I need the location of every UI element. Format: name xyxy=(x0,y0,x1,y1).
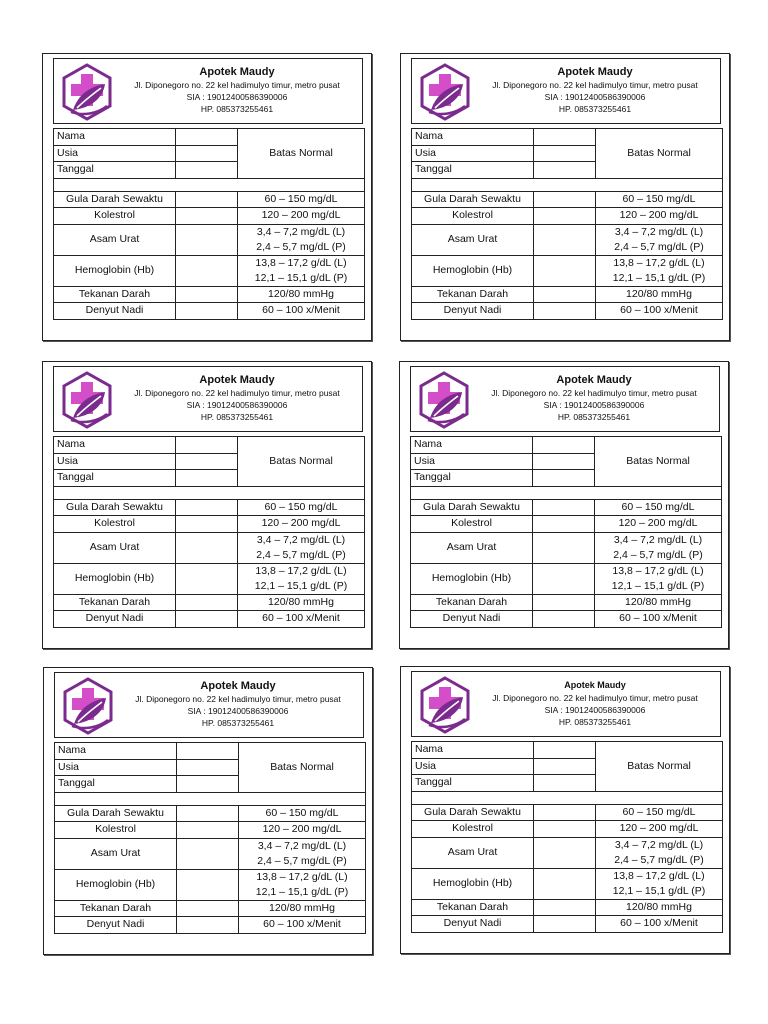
test-normal-range xyxy=(596,208,723,225)
range-line: 120 – 200 mg/dL xyxy=(261,517,341,530)
tanggal-field[interactable] xyxy=(534,775,596,792)
tanggal-field[interactable] xyxy=(534,162,596,179)
batas-normal-header: Batas Normal xyxy=(238,437,365,487)
test-result-field[interactable] xyxy=(534,804,596,821)
pharmacy-phone: HP. 085373255461 xyxy=(200,104,274,114)
test-result-field[interactable] xyxy=(533,499,595,516)
tanggal-field[interactable] xyxy=(176,162,238,179)
test-row xyxy=(412,255,723,286)
tanggal-field[interactable] xyxy=(533,470,595,487)
range-line: 120/80 mmHg xyxy=(269,901,335,914)
test-name: Asam Urat xyxy=(412,837,534,868)
test-row xyxy=(412,191,723,208)
test-name: Kolestrol xyxy=(54,208,176,225)
test-result-field[interactable] xyxy=(177,805,239,822)
test-name: Asam Urat xyxy=(412,224,534,255)
nama-row xyxy=(412,742,723,759)
test-row xyxy=(55,838,366,869)
tanggal-label: Tanggal xyxy=(54,470,176,487)
test-row xyxy=(54,191,365,208)
test-result-field[interactable] xyxy=(534,303,596,320)
pharmacy-name: Apotek Maudy xyxy=(564,680,626,690)
range-line: 13,8 – 17,2 g/dL (L) xyxy=(613,256,705,269)
test-normal-range xyxy=(239,838,366,869)
test-row xyxy=(55,917,366,934)
nama-label: Nama xyxy=(412,129,534,146)
pharmacy-sia: SIA : 19012400586390006 xyxy=(544,92,646,102)
test-row xyxy=(54,516,365,533)
health-check-table xyxy=(410,436,722,628)
test-normal-range xyxy=(595,594,722,611)
test-row xyxy=(54,532,365,563)
test-row xyxy=(54,224,365,255)
test-normal-range xyxy=(238,224,365,255)
test-result-field[interactable] xyxy=(177,900,239,917)
range-line: 60 – 150 mg/dL xyxy=(621,500,695,513)
range-line: 13,8 – 17,2 g/dL (L) xyxy=(255,256,347,269)
test-name: Denyut Nadi xyxy=(55,917,177,934)
pharmacy-name: Apotek Maudy xyxy=(199,374,275,386)
batas-normal-header: Batas Normal xyxy=(596,129,723,179)
range-line: 12,1 – 15,1 g/dL (P) xyxy=(611,579,705,592)
test-row xyxy=(411,563,722,594)
pharmacy-address: Jl. Diponegoro no. 22 kel hadimulyo timur, metro pusat xyxy=(135,694,341,704)
test-normal-range xyxy=(596,899,723,916)
test-result-field[interactable] xyxy=(534,224,596,255)
range-line: 2,4 – 5,7 mg/dL (P) xyxy=(257,854,347,867)
test-name: Kolestrol xyxy=(412,208,534,225)
range-line: 3,4 – 7,2 mg/dL (L) xyxy=(256,225,346,238)
test-result-field[interactable] xyxy=(534,868,596,899)
pharmacy-header xyxy=(54,672,364,738)
nama-label: Nama xyxy=(54,129,176,146)
usia-field[interactable] xyxy=(534,758,596,775)
range-line: 12,1 – 15,1 g/dL (P) xyxy=(612,271,706,284)
nama-label: Nama xyxy=(412,742,534,759)
pharmacy-name: Apotek Maudy xyxy=(200,680,276,692)
test-name: Denyut Nadi xyxy=(412,303,534,320)
nama-field[interactable] xyxy=(533,437,595,454)
range-line: 3,4 – 7,2 mg/dL (L) xyxy=(257,839,347,852)
test-normal-range xyxy=(595,611,722,628)
test-normal-range xyxy=(239,822,366,839)
test-row xyxy=(55,869,366,900)
usia-field[interactable] xyxy=(177,759,239,776)
nama-field[interactable] xyxy=(176,437,238,454)
range-line: 120/80 mmHg xyxy=(626,287,692,300)
spacer-row xyxy=(412,791,723,804)
range-line: 120 – 200 mg/dL xyxy=(619,209,699,222)
spacer-row xyxy=(54,178,365,191)
test-name: Tekanan Darah xyxy=(54,286,176,303)
tanggal-field[interactable] xyxy=(176,470,238,487)
nama-row xyxy=(54,437,365,454)
test-name: Gula Darah Sewaktu xyxy=(412,804,534,821)
nama-row xyxy=(55,743,366,760)
batas-normal-header: Batas Normal xyxy=(239,743,366,793)
test-result-field[interactable] xyxy=(176,208,238,225)
test-name: Denyut Nadi xyxy=(54,303,176,320)
test-result-field[interactable] xyxy=(177,917,239,934)
range-line: 2,4 – 5,7 mg/dL (P) xyxy=(614,240,704,253)
test-normal-range xyxy=(238,594,365,611)
test-result-field[interactable] xyxy=(176,516,238,533)
tanggal-label: Tanggal xyxy=(54,162,176,179)
test-result-field[interactable] xyxy=(534,208,596,225)
range-line: 60 – 100 x/Menit xyxy=(620,917,698,930)
nama-row xyxy=(412,129,723,146)
test-row xyxy=(54,286,365,303)
pharmacy-logo-icon xyxy=(57,370,117,430)
tanggal-label: Tanggal xyxy=(412,162,534,179)
test-name: Denyut Nadi xyxy=(412,916,534,933)
tanggal-label: Tanggal xyxy=(411,470,533,487)
range-line: 120 – 200 mg/dL xyxy=(262,823,342,836)
test-row xyxy=(54,499,365,516)
health-card xyxy=(42,361,372,649)
test-result-field[interactable] xyxy=(176,255,238,286)
pharmacy-sia: SIA : 19012400586390006 xyxy=(186,92,288,102)
test-result-field[interactable] xyxy=(177,869,239,900)
range-line: 13,8 – 17,2 g/dL (L) xyxy=(256,870,348,883)
test-normal-range xyxy=(596,868,723,899)
nama-row xyxy=(411,437,722,454)
usia-field[interactable] xyxy=(176,453,238,470)
health-card xyxy=(400,666,730,954)
test-name: Kolestrol xyxy=(55,822,177,839)
pharmacy-header xyxy=(53,366,363,432)
tanggal-label: Tanggal xyxy=(412,775,534,792)
pharmacy-address: Jl. Diponegoro no. 22 kel hadimulyo timur, metro pusat xyxy=(492,80,698,90)
range-line: 2,4 – 5,7 mg/dL (P) xyxy=(613,548,703,561)
test-row xyxy=(412,837,723,868)
test-name: Tekanan Darah xyxy=(412,899,534,916)
test-name: Hemoglobin (Hb) xyxy=(54,255,176,286)
usia-field[interactable] xyxy=(533,453,595,470)
nama-field[interactable] xyxy=(534,742,596,759)
spacer-row xyxy=(412,178,723,191)
pharmacy-sia: SIA : 19012400586390006 xyxy=(187,706,289,716)
test-result-field[interactable] xyxy=(534,286,596,303)
health-check-table xyxy=(411,741,723,933)
test-result-field[interactable] xyxy=(533,532,595,563)
test-row xyxy=(54,611,365,628)
range-line: 60 – 100 x/Menit xyxy=(620,304,698,317)
range-line: 120 – 200 mg/dL xyxy=(619,822,699,835)
range-line: 12,1 – 15,1 g/dL (P) xyxy=(612,884,706,897)
test-normal-range xyxy=(238,303,365,320)
test-result-field[interactable] xyxy=(176,303,238,320)
nama-label: Nama xyxy=(411,437,533,454)
health-card xyxy=(400,53,730,341)
range-line: 60 – 100 x/Menit xyxy=(619,612,697,625)
pharmacy-name: Apotek Maudy xyxy=(199,66,275,78)
range-line: 60 – 100 x/Menit xyxy=(263,918,341,931)
pharmacy-logo-icon xyxy=(414,370,474,430)
pharmacy-sia: SIA : 19012400586390006 xyxy=(186,400,288,410)
test-row xyxy=(412,303,723,320)
spacer-row xyxy=(411,486,722,499)
test-result-field[interactable] xyxy=(176,532,238,563)
batas-normal-header: Batas Normal xyxy=(595,437,722,487)
health-card xyxy=(43,667,373,955)
test-normal-range xyxy=(238,563,365,594)
test-row xyxy=(54,208,365,225)
test-name: Asam Urat xyxy=(54,532,176,563)
range-line: 12,1 – 15,1 g/dL (P) xyxy=(254,579,348,592)
range-line: 2,4 – 5,7 mg/dL (P) xyxy=(256,240,346,253)
test-row xyxy=(412,286,723,303)
health-check-table xyxy=(54,742,366,934)
test-result-field[interactable] xyxy=(176,191,238,208)
range-line: 60 – 150 mg/dL xyxy=(265,806,339,819)
pharmacy-logo-icon xyxy=(415,62,475,122)
test-normal-range xyxy=(595,516,722,533)
test-result-field[interactable] xyxy=(176,611,238,628)
health-check-table xyxy=(411,128,723,320)
test-name: Tekanan Darah xyxy=(54,594,176,611)
test-row xyxy=(55,822,366,839)
range-line: 13,8 – 17,2 g/dL (L) xyxy=(612,564,704,577)
pharmacy-header xyxy=(411,671,721,737)
test-row xyxy=(412,916,723,933)
range-line: 120/80 mmHg xyxy=(268,595,334,608)
test-row xyxy=(412,868,723,899)
test-result-field[interactable] xyxy=(176,286,238,303)
pharmacy-address: Jl. Diponegoro no. 22 kel hadimulyo timur, metro pusat xyxy=(492,693,698,703)
pharmacy-phone: HP. 085373255461 xyxy=(558,717,632,727)
test-name: Denyut Nadi xyxy=(411,611,533,628)
test-name: Gula Darah Sewaktu xyxy=(412,191,534,208)
test-row xyxy=(412,224,723,255)
range-line: 12,1 – 15,1 g/dL (P) xyxy=(255,885,349,898)
test-name: Kolestrol xyxy=(54,516,176,533)
nama-label: Nama xyxy=(55,743,177,760)
pharmacy-phone: HP. 085373255461 xyxy=(201,718,275,728)
range-line: 120/80 mmHg xyxy=(268,287,334,300)
range-line: 2,4 – 5,7 mg/dL (P) xyxy=(614,853,704,866)
test-result-field[interactable] xyxy=(177,822,239,839)
test-name: Asam Urat xyxy=(55,838,177,869)
test-normal-range xyxy=(239,869,366,900)
pharmacy-address: Jl. Diponegoro no. 22 kel hadimulyo timur, metro pusat xyxy=(134,388,340,398)
test-result-field[interactable] xyxy=(176,499,238,516)
range-line: 3,4 – 7,2 mg/dL (L) xyxy=(614,838,704,851)
test-row xyxy=(411,611,722,628)
test-name: Denyut Nadi xyxy=(54,611,176,628)
pharmacy-header xyxy=(411,58,721,124)
range-line: 3,4 – 7,2 mg/dL (L) xyxy=(613,533,703,546)
test-name: Asam Urat xyxy=(54,224,176,255)
pharmacy-sia: SIA : 19012400586390006 xyxy=(544,705,646,715)
test-normal-range xyxy=(239,805,366,822)
pharmacy-phone: HP. 085373255461 xyxy=(558,104,632,114)
test-normal-range xyxy=(595,499,722,516)
test-normal-range xyxy=(595,532,722,563)
range-line: 60 – 100 x/Menit xyxy=(262,612,340,625)
spacer-row xyxy=(55,792,366,805)
test-normal-range xyxy=(596,303,723,320)
health-check-table xyxy=(53,436,365,628)
usia-label: Usia xyxy=(54,453,176,470)
health-check-table xyxy=(53,128,365,320)
usia-label: Usia xyxy=(411,453,533,470)
pharmacy-name: Apotek Maudy xyxy=(556,374,632,386)
spacer-row xyxy=(54,486,365,499)
range-line: 60 – 150 mg/dL xyxy=(622,192,696,205)
test-result-field[interactable] xyxy=(176,224,238,255)
test-result-field[interactable] xyxy=(534,191,596,208)
pharmacy-logo-icon xyxy=(58,676,118,736)
test-result-field[interactable] xyxy=(176,594,238,611)
nama-field[interactable] xyxy=(176,129,238,146)
test-name: Tekanan Darah xyxy=(411,594,533,611)
range-line: 60 – 150 mg/dL xyxy=(264,192,338,205)
pharmacy-logo-icon xyxy=(415,675,475,735)
test-result-field[interactable] xyxy=(533,611,595,628)
test-normal-range xyxy=(238,516,365,533)
test-result-field[interactable] xyxy=(533,516,595,533)
test-name: Hemoglobin (Hb) xyxy=(55,869,177,900)
nama-field[interactable] xyxy=(534,129,596,146)
test-name: Tekanan Darah xyxy=(55,900,177,917)
test-normal-range xyxy=(596,804,723,821)
range-line: 120 – 200 mg/dL xyxy=(618,517,698,530)
range-line: 60 – 100 x/Menit xyxy=(262,304,340,317)
range-line: 60 – 150 mg/dL xyxy=(264,500,338,513)
test-normal-range xyxy=(238,191,365,208)
test-normal-range xyxy=(596,191,723,208)
test-name: Kolestrol xyxy=(412,821,534,838)
test-row xyxy=(412,821,723,838)
test-normal-range xyxy=(596,837,723,868)
tanggal-label: Tanggal xyxy=(55,776,177,793)
test-normal-range xyxy=(239,900,366,917)
test-result-field[interactable] xyxy=(533,563,595,594)
usia-field[interactable] xyxy=(534,145,596,162)
test-row xyxy=(411,532,722,563)
test-name: Kolestrol xyxy=(411,516,533,533)
usia-label: Usia xyxy=(54,145,176,162)
test-normal-range xyxy=(238,208,365,225)
test-normal-range xyxy=(595,563,722,594)
test-result-field[interactable] xyxy=(533,594,595,611)
range-line: 120 – 200 mg/dL xyxy=(261,209,341,222)
nama-row xyxy=(54,129,365,146)
pharmacy-address: Jl. Diponegoro no. 22 kel hadimulyo timur, metro pusat xyxy=(134,80,340,90)
test-result-field[interactable] xyxy=(177,838,239,869)
test-name: Tekanan Darah xyxy=(412,286,534,303)
range-line: 120/80 mmHg xyxy=(625,595,691,608)
test-result-field[interactable] xyxy=(176,563,238,594)
test-normal-range xyxy=(596,286,723,303)
test-normal-range xyxy=(239,917,366,934)
range-line: 13,8 – 17,2 g/dL (L) xyxy=(255,564,347,577)
test-row xyxy=(412,804,723,821)
test-name: Hemoglobin (Hb) xyxy=(412,255,534,286)
range-line: 13,8 – 17,2 g/dL (L) xyxy=(613,869,705,882)
range-line: 60 – 150 mg/dL xyxy=(622,805,696,818)
range-line: 2,4 – 5,7 mg/dL (P) xyxy=(256,548,346,561)
test-name: Hemoglobin (Hb) xyxy=(412,868,534,899)
test-row xyxy=(54,594,365,611)
nama-field[interactable] xyxy=(177,743,239,760)
test-normal-range xyxy=(596,916,723,933)
test-result-field[interactable] xyxy=(534,837,596,868)
tanggal-field[interactable] xyxy=(177,776,239,793)
test-name: Gula Darah Sewaktu xyxy=(54,499,176,516)
test-row xyxy=(55,805,366,822)
test-row xyxy=(412,208,723,225)
range-line: 120/80 mmHg xyxy=(626,900,692,913)
test-normal-range xyxy=(238,255,365,286)
nama-label: Nama xyxy=(54,437,176,454)
test-name: Gula Darah Sewaktu xyxy=(54,191,176,208)
test-row xyxy=(411,499,722,516)
test-row xyxy=(54,563,365,594)
pharmacy-header xyxy=(53,58,363,124)
usia-label: Usia xyxy=(412,145,534,162)
usia-field[interactable] xyxy=(176,145,238,162)
test-row xyxy=(411,594,722,611)
test-result-field[interactable] xyxy=(534,916,596,933)
test-normal-range xyxy=(596,255,723,286)
test-name: Hemoglobin (Hb) xyxy=(54,563,176,594)
pharmacy-address: Jl. Diponegoro no. 22 kel hadimulyo timur, metro pusat xyxy=(491,388,697,398)
range-line: 3,4 – 7,2 mg/dL (L) xyxy=(256,533,346,546)
test-normal-range xyxy=(238,499,365,516)
test-name: Hemoglobin (Hb) xyxy=(411,563,533,594)
test-result-field[interactable] xyxy=(534,255,596,286)
batas-normal-header: Batas Normal xyxy=(238,129,365,179)
test-name: Asam Urat xyxy=(411,532,533,563)
usia-label: Usia xyxy=(412,758,534,775)
test-row xyxy=(55,900,366,917)
health-card xyxy=(42,53,372,341)
usia-label: Usia xyxy=(55,759,177,776)
health-card xyxy=(399,361,729,649)
pharmacy-header xyxy=(410,366,720,432)
test-normal-range xyxy=(238,286,365,303)
test-normal-range xyxy=(596,821,723,838)
test-normal-range xyxy=(596,224,723,255)
test-normal-range xyxy=(238,611,365,628)
pharmacy-name: Apotek Maudy xyxy=(557,66,633,78)
batas-normal-header: Batas Normal xyxy=(596,742,723,792)
test-result-field[interactable] xyxy=(534,821,596,838)
test-row xyxy=(411,516,722,533)
range-line: 3,4 – 7,2 mg/dL (L) xyxy=(614,225,704,238)
pharmacy-phone: HP. 085373255461 xyxy=(557,412,631,422)
pharmacy-sia: SIA : 19012400586390006 xyxy=(543,400,645,410)
range-line: 12,1 – 15,1 g/dL (P) xyxy=(254,271,348,284)
pharmacy-phone: HP. 085373255461 xyxy=(200,412,274,422)
test-normal-range xyxy=(238,532,365,563)
test-row xyxy=(54,303,365,320)
test-row xyxy=(54,255,365,286)
pharmacy-logo-icon xyxy=(57,62,117,122)
test-name: Gula Darah Sewaktu xyxy=(411,499,533,516)
test-row xyxy=(412,899,723,916)
test-name: Gula Darah Sewaktu xyxy=(55,805,177,822)
test-result-field[interactable] xyxy=(534,899,596,916)
